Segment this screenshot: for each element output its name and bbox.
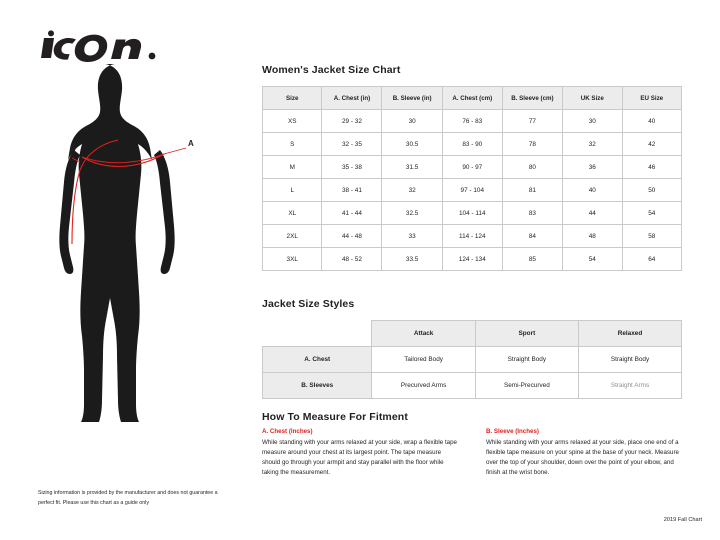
table-row xyxy=(263,133,682,156)
left-illustration-panel xyxy=(0,0,250,540)
cell: Straight Arms xyxy=(579,373,682,399)
column-header: Sport xyxy=(475,321,578,347)
cell: Tailored Body xyxy=(372,347,475,373)
cell: 41 - 44 xyxy=(322,202,382,225)
table-header-row xyxy=(263,87,682,110)
female-body-diagram xyxy=(52,58,222,478)
jacket-size-styles-table xyxy=(262,320,682,399)
table-row xyxy=(263,179,682,202)
table-row xyxy=(263,225,682,248)
cell: 85 xyxy=(502,248,562,271)
cell: Straight Body xyxy=(475,347,578,373)
cell: 83 xyxy=(502,202,562,225)
table-row xyxy=(263,373,682,399)
cell: 114 - 124 xyxy=(442,225,502,248)
table-row xyxy=(263,202,682,225)
measure-sleeve-heading: B. Sleeve (Inches) xyxy=(486,428,539,435)
row-header: A. Chest xyxy=(263,347,372,373)
cell: L xyxy=(263,179,322,202)
cell: 42 xyxy=(622,133,681,156)
cell: 90 - 97 xyxy=(442,156,502,179)
cell: 78 xyxy=(502,133,562,156)
size-chart-table xyxy=(262,86,682,271)
callout-label-a: A xyxy=(188,139,194,148)
cell: 30.5 xyxy=(382,133,442,156)
table-row xyxy=(263,347,682,373)
cell: 44 - 48 xyxy=(322,225,382,248)
table-row xyxy=(263,110,682,133)
cell: 64 xyxy=(622,248,681,271)
cell: 31.5 xyxy=(382,156,442,179)
cell: Semi-Precurved xyxy=(475,373,578,399)
measure-sleeve-body: While standing with your arms relaxed at your side, place one end of a flexible tape measure on your spine at the base of your neck. Measure over the top of your shoulder, down over the point of your elbow, and finish at the wrist bone. xyxy=(486,439,679,477)
cell: 3XL xyxy=(263,248,322,271)
column-header: Size xyxy=(263,87,322,110)
cell: 40 xyxy=(622,110,681,133)
cell: 32 - 35 xyxy=(322,133,382,156)
measure-sleeve-column xyxy=(486,428,682,478)
cell: 58 xyxy=(622,225,681,248)
column-header: Attack xyxy=(372,321,475,347)
cell: 32 xyxy=(563,133,622,156)
table-row xyxy=(263,156,682,179)
cell: 97 - 104 xyxy=(442,179,502,202)
cell: Straight Body xyxy=(579,347,682,373)
measure-chest-column xyxy=(262,428,458,478)
cell: 80 xyxy=(502,156,562,179)
empty-corner-cell xyxy=(263,321,372,347)
cell: S xyxy=(263,133,322,156)
size-chart-content xyxy=(262,0,702,540)
cell: XL xyxy=(263,202,322,225)
chart-version-note: 2019 Fall Chart xyxy=(663,517,702,523)
cell: M xyxy=(263,156,322,179)
cell: 76 - 83 xyxy=(442,110,502,133)
cell: 35 - 38 xyxy=(322,156,382,179)
cell: 2XL xyxy=(263,225,322,248)
cell: 84 xyxy=(502,225,562,248)
column-header: A. Chest (in) xyxy=(322,87,382,110)
cell: 44 xyxy=(563,202,622,225)
cell: 29 - 32 xyxy=(322,110,382,133)
table-row xyxy=(263,248,682,271)
column-header: B. Sleeve (in) xyxy=(382,87,442,110)
cell: 54 xyxy=(622,202,681,225)
cell: 81 xyxy=(502,179,562,202)
cell: 50 xyxy=(622,179,681,202)
cell: 32.5 xyxy=(382,202,442,225)
cell: 33 xyxy=(382,225,442,248)
cell: Precurved Arms xyxy=(372,373,475,399)
column-header: Relaxed xyxy=(579,321,682,347)
cell: 46 xyxy=(622,156,681,179)
cell: 36 xyxy=(563,156,622,179)
column-header: A. Chest (cm) xyxy=(442,87,502,110)
cell: 32 xyxy=(382,179,442,202)
page-title: Women's Jacket Size Chart xyxy=(262,64,401,76)
cell: 30 xyxy=(382,110,442,133)
column-header: B. Sleeve (cm) xyxy=(502,87,562,110)
cell: 104 - 114 xyxy=(442,202,502,225)
row-header: B. Sleeves xyxy=(263,373,372,399)
cell: 54 xyxy=(563,248,622,271)
cell: 124 - 134 xyxy=(442,248,502,271)
cell: XS xyxy=(263,110,322,133)
measure-chest-heading: A. Chest (Inches) xyxy=(262,428,313,435)
column-header: EU Size xyxy=(622,87,681,110)
cell: 30 xyxy=(563,110,622,133)
styles-title: Jacket Size Styles xyxy=(262,298,355,310)
cell: 40 xyxy=(563,179,622,202)
cell: 38 - 41 xyxy=(322,179,382,202)
cell: 48 - 52 xyxy=(322,248,382,271)
cell: 77 xyxy=(502,110,562,133)
table-header-row xyxy=(263,321,682,347)
cell: 48 xyxy=(563,225,622,248)
measure-chest-body: While standing with your arms relaxed at your side, wrap a flexible tape measure around your chest at its largest point. The tape measure should go through your armpit and stay parallel with the floor while taking the measurement. xyxy=(262,439,457,477)
column-header: UK Size xyxy=(563,87,622,110)
cell: 83 - 90 xyxy=(442,133,502,156)
sizing-disclaimer: Sizing information is provided by the manufacturer and does not guarantee a perfect fit. Please use this chart as a guide only xyxy=(38,490,218,506)
cell: 33.5 xyxy=(382,248,442,271)
measure-title: How To Measure For Fitment xyxy=(262,411,408,423)
callout-label-b: B xyxy=(70,144,76,153)
measure-instructions xyxy=(262,428,682,478)
